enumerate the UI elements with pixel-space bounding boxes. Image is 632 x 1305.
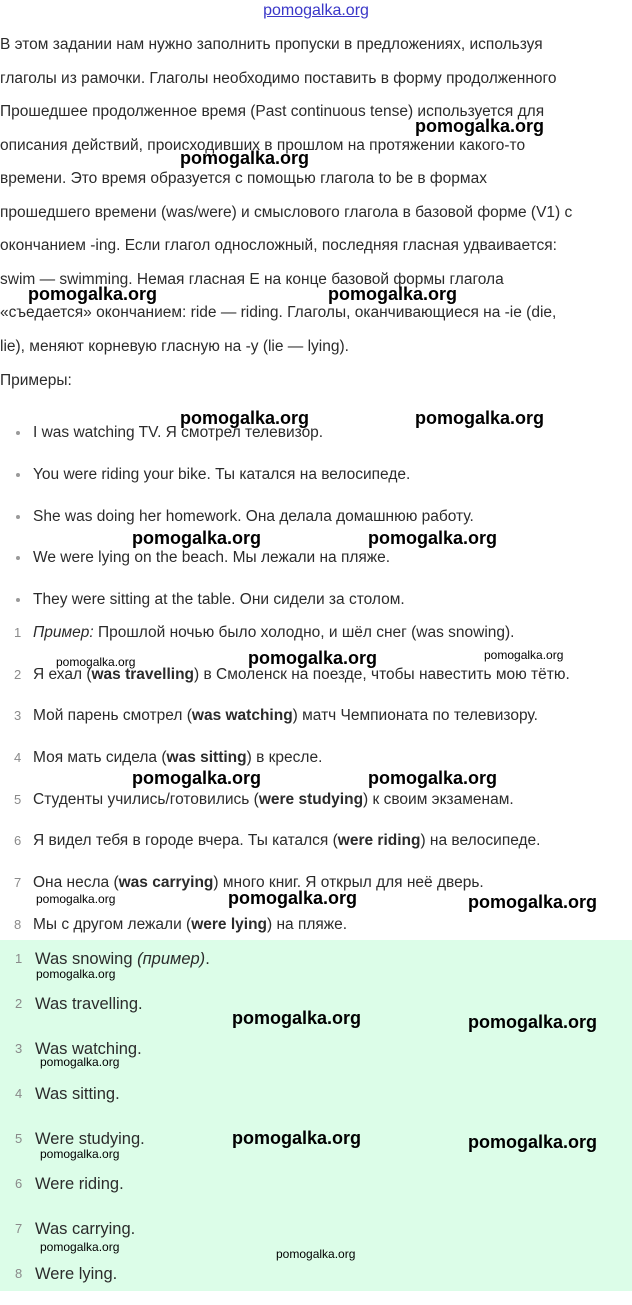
answers-panel [0,940,632,1291]
item-number: 4 [14,750,22,766]
explanation-paragraph [0,28,628,363]
task-text: ) на велосипеде. [420,832,541,850]
item-number: 1 [14,625,22,640]
answer-text: Was watching. [35,1040,142,1058]
bullet-icon [16,431,20,435]
paragraph-line: swim — swimming. Немая гласная E на конце базовой формы глагола [0,270,504,288]
answer-verb: was sitting [166,749,247,767]
task-text: ) на пляже. [267,915,348,933]
answer-verb: was carrying [118,874,214,892]
bullet-icon [16,556,20,560]
watermark: pomogalka.org [40,1147,120,1161]
task-text: Прошлой ночью было холодно, и шёл снег (was snowing). [93,624,515,641]
task-text: Мой парень смотрел ( [33,707,192,725]
task-text: ) в Смоленск на поезде, чтобы навестить мою тётю. [194,665,570,683]
item-number: 4 [15,1086,23,1101]
item-number: 7 [14,875,22,891]
answer-verb: were studying [258,790,364,808]
example-label: Пример: [33,624,94,641]
task-text: Студенты учились/готовились ( [33,790,259,808]
example-text: We were lying on the beach. Мы лежали на пляже. [33,549,391,567]
watermark: pomogalka.org [468,892,598,912]
answer-verb: was watching [191,707,293,725]
item-number: 6 [15,1176,23,1191]
watermark: pomogalka.org [132,768,262,788]
task-text: ) к своим экзаменам. [363,790,514,808]
watermark: pomogalka.org [415,116,545,136]
item-number: 8 [14,916,22,932]
watermark: pomogalka.org [248,648,378,668]
examples-list [0,418,474,627]
watermark: pomogalka.org [484,648,564,662]
item-number: 6 [14,833,22,849]
watermark: pomogalka.org [368,528,498,548]
paragraph-line: глаголы из рамочки. Глаголы необходимо поставить в форму продолженного [0,69,557,87]
list-item [0,543,474,585]
task-item [0,700,570,742]
answer-item [0,1170,210,1215]
paragraph-line: В этом задании нам нужно заполнить пропуски в предложениях, используя [0,36,543,53]
answer-text: Was carrying. [35,1220,136,1238]
bullet-icon [16,473,20,477]
answer-text: Was sitting. [35,1085,120,1103]
watermark: pomogalka.org [132,528,262,548]
task-text: Мы с другом лежали ( [33,915,192,933]
answer-item [0,1260,210,1305]
task-text: Моя мать сидела ( [33,749,167,767]
bullet-icon [16,598,20,602]
answer-text: Were lying. [35,1265,118,1283]
task-text: Я ехал ( [33,665,92,683]
bullet-icon [16,515,20,519]
watermark: pomogalka.org [368,768,498,788]
watermark: pomogalka.org [36,892,116,906]
item-number: 2 [15,996,23,1011]
answer-tail: . [205,950,210,968]
watermark: pomogalka.org [415,408,545,428]
paragraph-line: времени. Это время образуется с помощью глагола to be в формах [0,170,487,187]
watermark: pomogalka.org [180,148,310,168]
item-number: 1 [15,951,23,966]
watermark: pomogalka.org [228,888,358,908]
answer-verb: were riding [337,832,421,850]
example-text: They were sitting at the table. Они сидели за столом. [33,591,405,609]
paragraph-line: окончанием -ing. Если глагол односложный, последняя гласная удваивается: [0,237,557,254]
watermark: pomogalka.org [232,1008,362,1028]
answer-text: Were studying. [35,1130,145,1148]
answer-text: Was snowing [35,950,138,968]
example-text: She was doing her homework. Она делала домашнюю работу. [33,507,474,525]
task-text: Она несла ( [33,874,119,892]
watermark: pomogalka.org [36,967,116,981]
task-text: ) в кресле. [246,749,323,767]
watermark: pomogalka.org [328,284,458,304]
watermark: pomogalka.org [232,1128,362,1148]
example-note: (пример) [137,950,206,968]
list-item [0,460,474,502]
example-text: I was watching TV. Я смотрел телевизор. [33,424,324,441]
answer-text: Was travelling. [35,995,143,1013]
task-text: ) матч Чемпионата по телевизору. [292,707,538,725]
watermark: pomogalka.org [40,1240,120,1254]
watermark: pomogalka.org [276,1247,356,1261]
item-number: 5 [14,791,22,807]
example-text: You were riding your bike. Ты катался на велосипеде. [33,465,411,483]
answer-item [0,990,210,1035]
task-item [0,825,570,867]
watermark: pomogalka.org [40,1055,120,1069]
item-number: 2 [14,666,22,682]
watermark: pomogalka.org [180,408,310,428]
item-number: 7 [15,1221,23,1236]
item-number: 3 [15,1041,23,1056]
paragraph-line: lie), меняют корневую гласную на -y (lie — lying). [0,337,349,355]
task-text: ) много книг. Я открыл для неё дверь. [213,874,484,892]
item-number: 3 [14,708,22,724]
watermark: pomogalka.org [468,1132,598,1152]
paragraph-line: прошедшего времени (was/were) и смыслового глагола в базовой форме (V1) с [0,203,573,221]
watermark: pomogalka.org [28,284,158,304]
paragraph-line: «съедается» окончанием: ride — riding. Глаголы, оканчивающиеся на -ie (die, [0,304,557,321]
item-number: 5 [15,1131,23,1146]
item-number: 8 [15,1266,23,1281]
watermark: pomogalka.org [56,655,136,669]
task-text: Я видел тебя в городе вчера. Ты катался ( [33,832,338,850]
paragraph-line: Прошедшее продолженное время (Past continuous tense) используется для [0,103,545,120]
answer-text: Were riding. [35,1175,124,1193]
answer-verb: was travelling [91,665,195,683]
task-item [0,784,570,826]
answer-item [0,1080,210,1125]
watermark: pomogalka.org [468,1012,598,1032]
examples-title: Примеры: [0,372,72,389]
answer-verb: were lying [191,915,268,933]
site-link[interactable]: pomogalka.org [263,2,369,19]
paragraph-line: описания действий, происходивших в прошлом на протяжении какого-то [0,136,526,154]
